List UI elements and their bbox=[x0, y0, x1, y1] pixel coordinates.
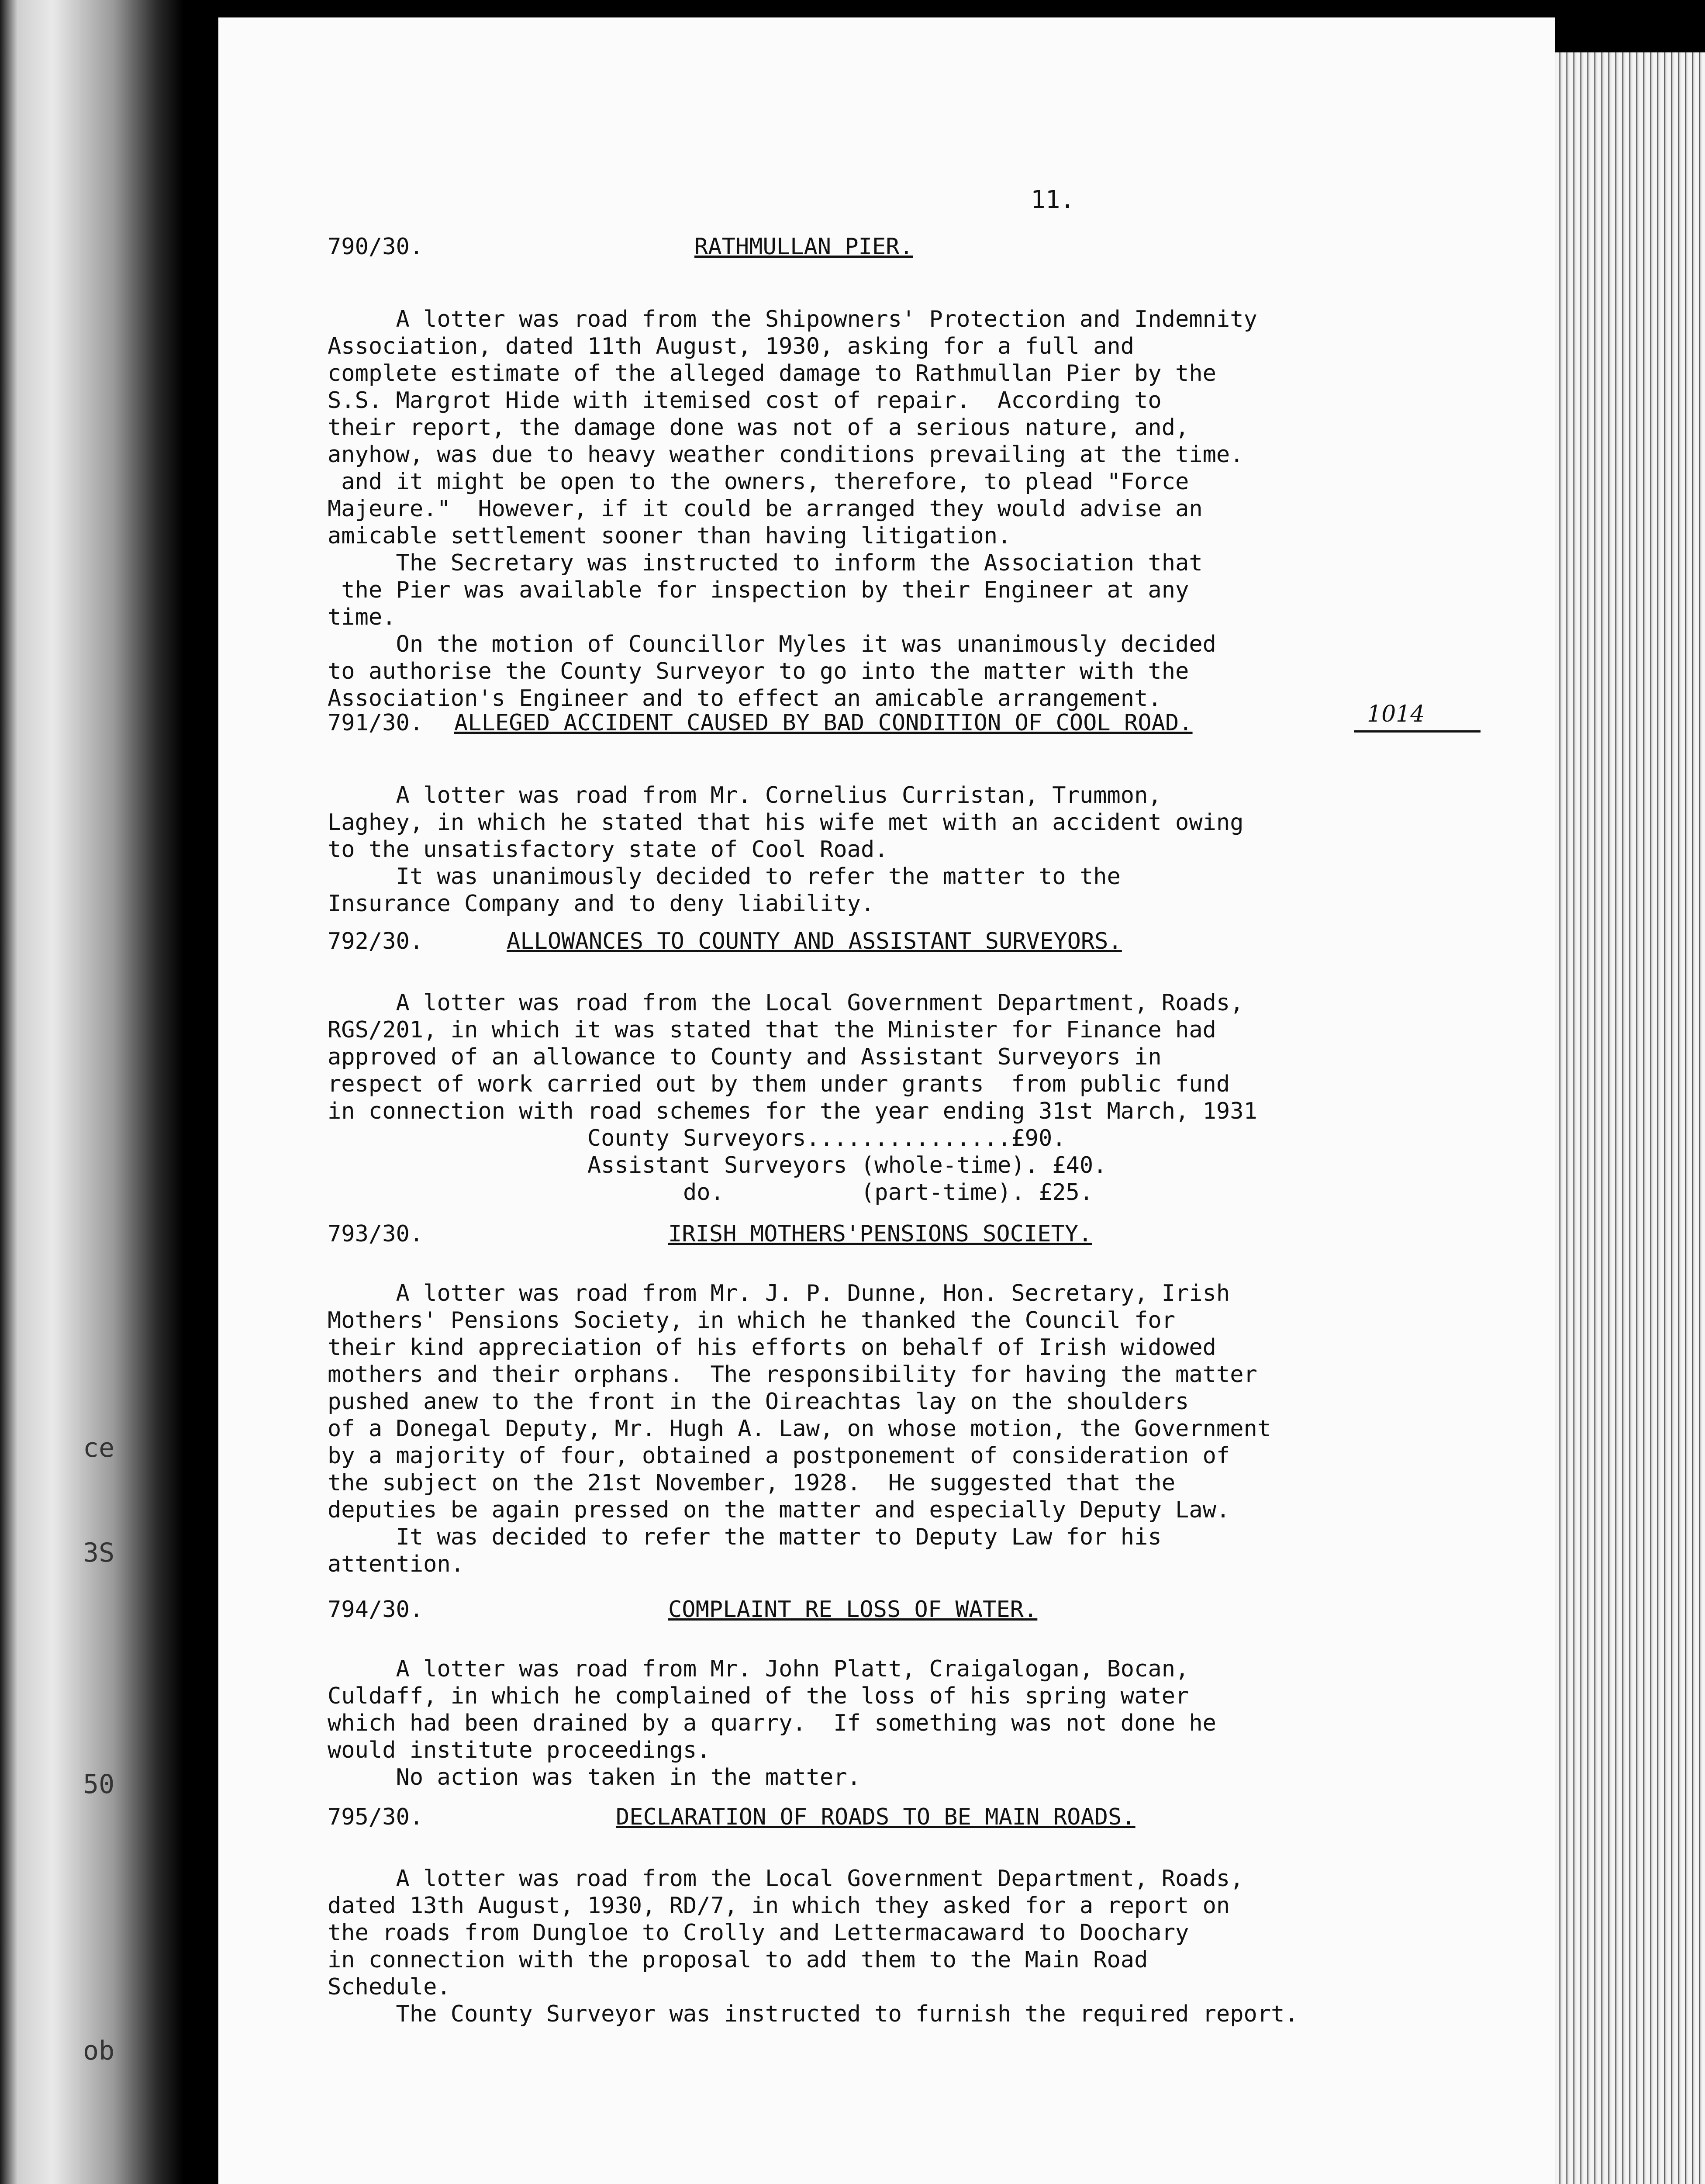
section-heading: ALLEGED ACCIDENT CAUSED BY BAD CONDITION OF COOL ROAD. bbox=[454, 710, 1193, 736]
handwritten-note: 1014 bbox=[1367, 701, 1425, 727]
minute-number: 792/30. bbox=[328, 928, 424, 954]
section-heading: COMPLAINT RE LOSS OF WATER. bbox=[668, 1597, 1038, 1623]
section-body: A lotter was road from Mr. Cornelius Curristan, Trummon, Laghey, in which he stated that his wife met with an accident owing to the unsatisfactory state of Cool Road. It was unanimously decided to refer the matter to the Insurance Company and to deny liability. bbox=[328, 782, 1244, 917]
section-body: A lotter was road from the Local Government Department, Roads, RGS/201, in which it was stated that the Minister for Finance had approved of an allowance to County and Assistant Surveyors in respect of work carried out by them under grants from public fund in connection with road schemes for the year ending 31st March, 1931 County Surveyors...............£90. Assistant Surveyors (whole-time). £40. do. (part-time). £25. bbox=[328, 990, 1257, 1206]
minute-number: 795/30. bbox=[328, 1804, 424, 1830]
section-heading: DECLARATION OF ROADS TO BE MAIN ROADS. bbox=[616, 1804, 1136, 1830]
section-body: A lotter was road from the Shipowners' Protection and Indemnity Association, dated 11th August, 1930, asking for a full and complete estimate of the alleged damage to Rathmullan Pier by the S.S. Margrot Hide with itemised cost of repair. According to their report, the damage done was not of a serious nature, and, anyhow, was due to heavy weather conditions prevailing at the time. and it might be open to the owners, therefore, to plead "Force Majeure." However, if it could be arranged they would advise an amicable settlement sooner than having litigation. The Secretary was instructed to inform the Association that the Pier was available for inspection by their Engineer at any time. On the motion of Councillor Myles it was unanimously decided to authorise the County Surveyor to go into the matter with the Association's Engineer and to effect an amicable arrangement. bbox=[328, 306, 1257, 712]
section-body: A lotter was road from Mr. J. P. Dunne, Hon. Secretary, Irish Mothers' Pensions Society, in which he thanked the Council for their kind appreciation of his efforts on behalf of Irish widowed mothers and their orphans. The responsibility for having the matter pushed anew to the front in the Oireachtas lay on the shoulders of a Donegal Deputy, Mr. Hugh A. Law, on whose motion, the Government by a majority of four, obtained a postponement of consideration of the subject on the 21st November, 1928. He suggested that the deputies be again pressed on the matter and especially Deputy Law. It was decided to refer the matter to Deputy Law for his attention. bbox=[328, 1280, 1271, 1577]
section-heading: ALLOWANCES TO COUNTY AND ASSISTANT SURVEYORS. bbox=[507, 928, 1122, 954]
minute-number: 794/30. bbox=[328, 1597, 424, 1623]
margin-mark: ob bbox=[83, 2035, 115, 2066]
section-body: A lotter was road from the Local Government Department, Roads, dated 13th August, 1930, RD/7, in which they asked for a report on the roads from Dungloe to Crolly and Lettermacaward to Doochary in connection with the proposal to add them to the Main Road Schedule. The County Surveyor was instructed to furnish the required report. bbox=[328, 1866, 1298, 2027]
margin-mark: ce bbox=[83, 1433, 115, 1463]
document-page bbox=[218, 17, 1555, 2184]
minute-number: 791/30. bbox=[328, 710, 424, 736]
margin-mark: 3S bbox=[83, 1538, 115, 1568]
section-body: A lotter was road from Mr. John Platt, Craigalogan, Bocan, Culdaff, in which he complained of the loss of his spring water which had been drained by a quarry. If something was not done he would institute proceedings. No action was taken in the matter. bbox=[328, 1656, 1216, 1790]
binding-gutter bbox=[0, 0, 183, 2184]
minute-number: 790/30. bbox=[328, 234, 424, 260]
section-heading: RATHMULLAN PIER. bbox=[694, 234, 913, 260]
minute-number: 793/30. bbox=[328, 1221, 424, 1247]
gutter-margin-marks bbox=[83, 0, 135, 2184]
handwritten-underline bbox=[1354, 730, 1481, 733]
section-heading: IRISH MOTHERS'PENSIONS SOCIETY. bbox=[668, 1221, 1092, 1247]
page-number: 11. bbox=[1031, 186, 1075, 214]
margin-mark: 50 bbox=[83, 1769, 115, 1800]
